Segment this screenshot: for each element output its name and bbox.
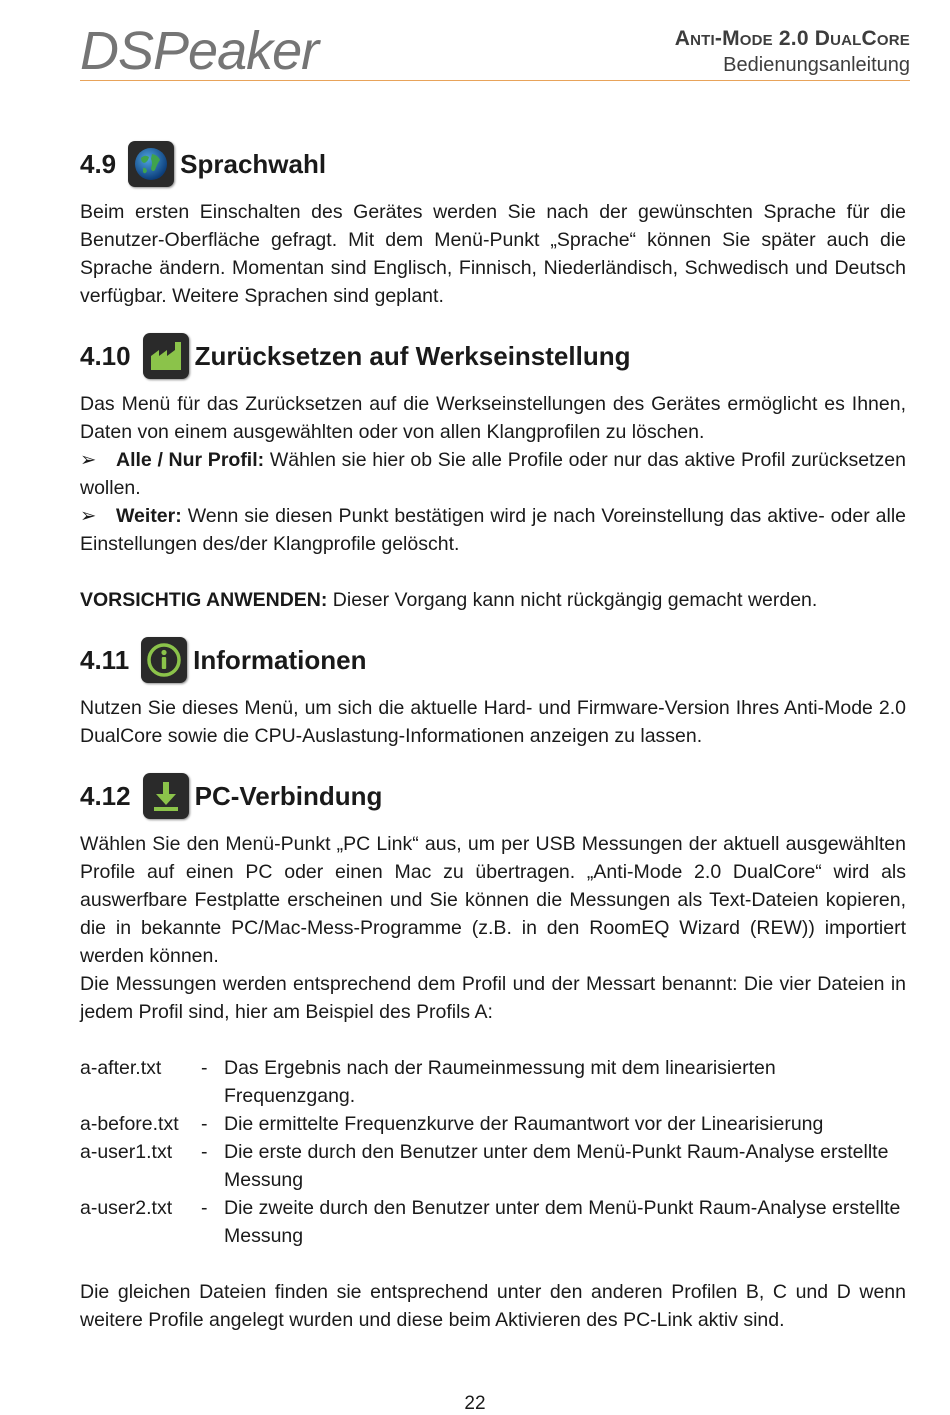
warning-label: VORSICHTIG ANWENDEN:: [80, 589, 328, 611]
download-icon: [143, 773, 189, 819]
file-description: Das Ergebnis nach der Raumeinmessung mit dem linearisierten Frequenzgang.: [224, 1057, 776, 1107]
file-description: Die erste durch den Benutzer unter dem Menü-Punkt Raum-Analyse erstellte Messung: [224, 1141, 889, 1191]
paragraph-4-11: Nutzen Sie dieses Menü, um sich die aktuelle Hard- und Firmware-Version Ihres Anti-Mode 2.0 DualCore sowie die CPU-Auslastung-Informationen anzeigen zu lassen.: [80, 697, 906, 747]
header-right: [675, 26, 910, 78]
paragraph-4-9: Beim ersten Einschalten des Gerätes werden Sie nach der gewünschten Sprache für die Benutzer-Oberfläche gefragt. Mit dem Menü-Punkt „Sprache“ können Sie später auch die Sprache ändern. Momentan sind Englisch, Finnisch, Niederländisch, Schwedisch und Deutsch verfügbar. Weitere Sprachen sind geplant.: [80, 201, 906, 307]
page-content: [80, 140, 906, 1334]
bullet-label: Alle / Nur Profil:: [116, 449, 265, 471]
bullet-arrow-icon: ➢: [80, 449, 97, 471]
bullet-text: Wenn sie diesen Punkt bestätigen wird je nach Voreinstellung das aktive- oder alle Einstellungen des/der Klangprofile gelöscht.: [80, 505, 906, 555]
list-item: [80, 1194, 906, 1250]
warning-text: Dieser Vorgang kann nicht rückgängig gemacht werden.: [327, 589, 818, 611]
section-title: Informationen: [193, 645, 367, 675]
bullet-item: [80, 446, 906, 502]
file-description: Die zweite durch den Benutzer unter dem Menü-Punkt Raum-Analyse erstellte Messung: [224, 1197, 901, 1247]
section-heading-4-12: [80, 772, 906, 820]
bullet-text: Wählen sie hier ob Sie alle Profile oder nur das aktive Profil zurücksetzen wollen.: [80, 449, 906, 499]
file-dash: -: [201, 1057, 208, 1079]
file-dash: -: [201, 1113, 208, 1135]
globe-icon: [128, 141, 174, 187]
list-item: [80, 1110, 906, 1138]
section-title: Sprachwahl: [180, 149, 327, 179]
section-heading-4-11: [80, 636, 906, 684]
file-name: a-user1.txt: [80, 1141, 173, 1163]
paragraph-4-10: Das Menü für das Zurücksetzen auf die Werkseinstellungen des Gerätes ermöglicht es Ihnen, Daten von einem ausgewählten oder von allen Klangprofilen zu löschen.: [80, 393, 906, 443]
file-description: Die ermittelte Frequenzkurve der Raumantwort vor der Linearisierung: [224, 1113, 824, 1135]
bullet-arrow-icon: ➢: [80, 505, 97, 527]
section-number: 4.9: [80, 149, 117, 179]
bullet-item: [80, 502, 906, 558]
product-subtitle: Bedienungsanleitung: [723, 54, 910, 76]
section-title: Zurücksetzen auf Werkseinstellung: [194, 341, 631, 371]
list-item: [80, 1054, 906, 1110]
file-name: a-after.txt: [80, 1057, 162, 1079]
file-dash: -: [201, 1197, 208, 1219]
file-name: a-before.txt: [80, 1113, 179, 1135]
product-title: Anti-Mode 2.0 DualCore: [674, 27, 910, 50]
section-heading-4-10: [80, 332, 906, 380]
section-title: PC-Verbindung: [194, 781, 383, 811]
factory-icon: [143, 333, 189, 379]
list-item: [80, 1138, 906, 1194]
paragraph-4-12-c: Die gleichen Dateien finden sie entsprechend unter den anderen Profilen B, C und D wenn weitere Profile angelegt wurden und diese beim Aktivieren des PC-Link aktiv sind.: [80, 1281, 906, 1331]
section-heading-4-9: [80, 140, 906, 188]
brand-logo: DSPeaker: [80, 21, 319, 81]
info-icon: [141, 637, 187, 683]
bullet-label: Weiter:: [116, 505, 182, 527]
file-list: [80, 1054, 906, 1250]
file-name: a-user2.txt: [80, 1197, 173, 1219]
page-number: 22: [464, 1393, 486, 1414]
section-number: 4.12: [80, 781, 131, 811]
page-header: [80, 18, 910, 81]
section-number: 4.11: [80, 645, 130, 675]
paragraph-4-12-b: Die Messungen werden entsprechend dem Profil und der Messart benannt: Die vier Dateien in jedem Profil sind, hier am Beispiel des Profils A:: [80, 973, 906, 1023]
paragraph-4-12-a: Wählen Sie den Menü-Punkt „PC Link“ aus, um per USB Messungen der aktuell ausgewählten Profile auf einen PC oder einen Mac zu übertragen. „Anti-Mode 2.0 DualCore“ wird als auswerfbare Festplatte erscheinen und Sie können die Messungen als Text-Dateien kopieren, die in bekannte PC/Mac-Mess-Programme (z.B. in den RoomEQ Wizard (REW)) importiert werden können.: [80, 833, 906, 967]
warning-note: [80, 586, 906, 614]
section-number: 4.10: [80, 341, 131, 371]
file-dash: -: [201, 1141, 208, 1163]
